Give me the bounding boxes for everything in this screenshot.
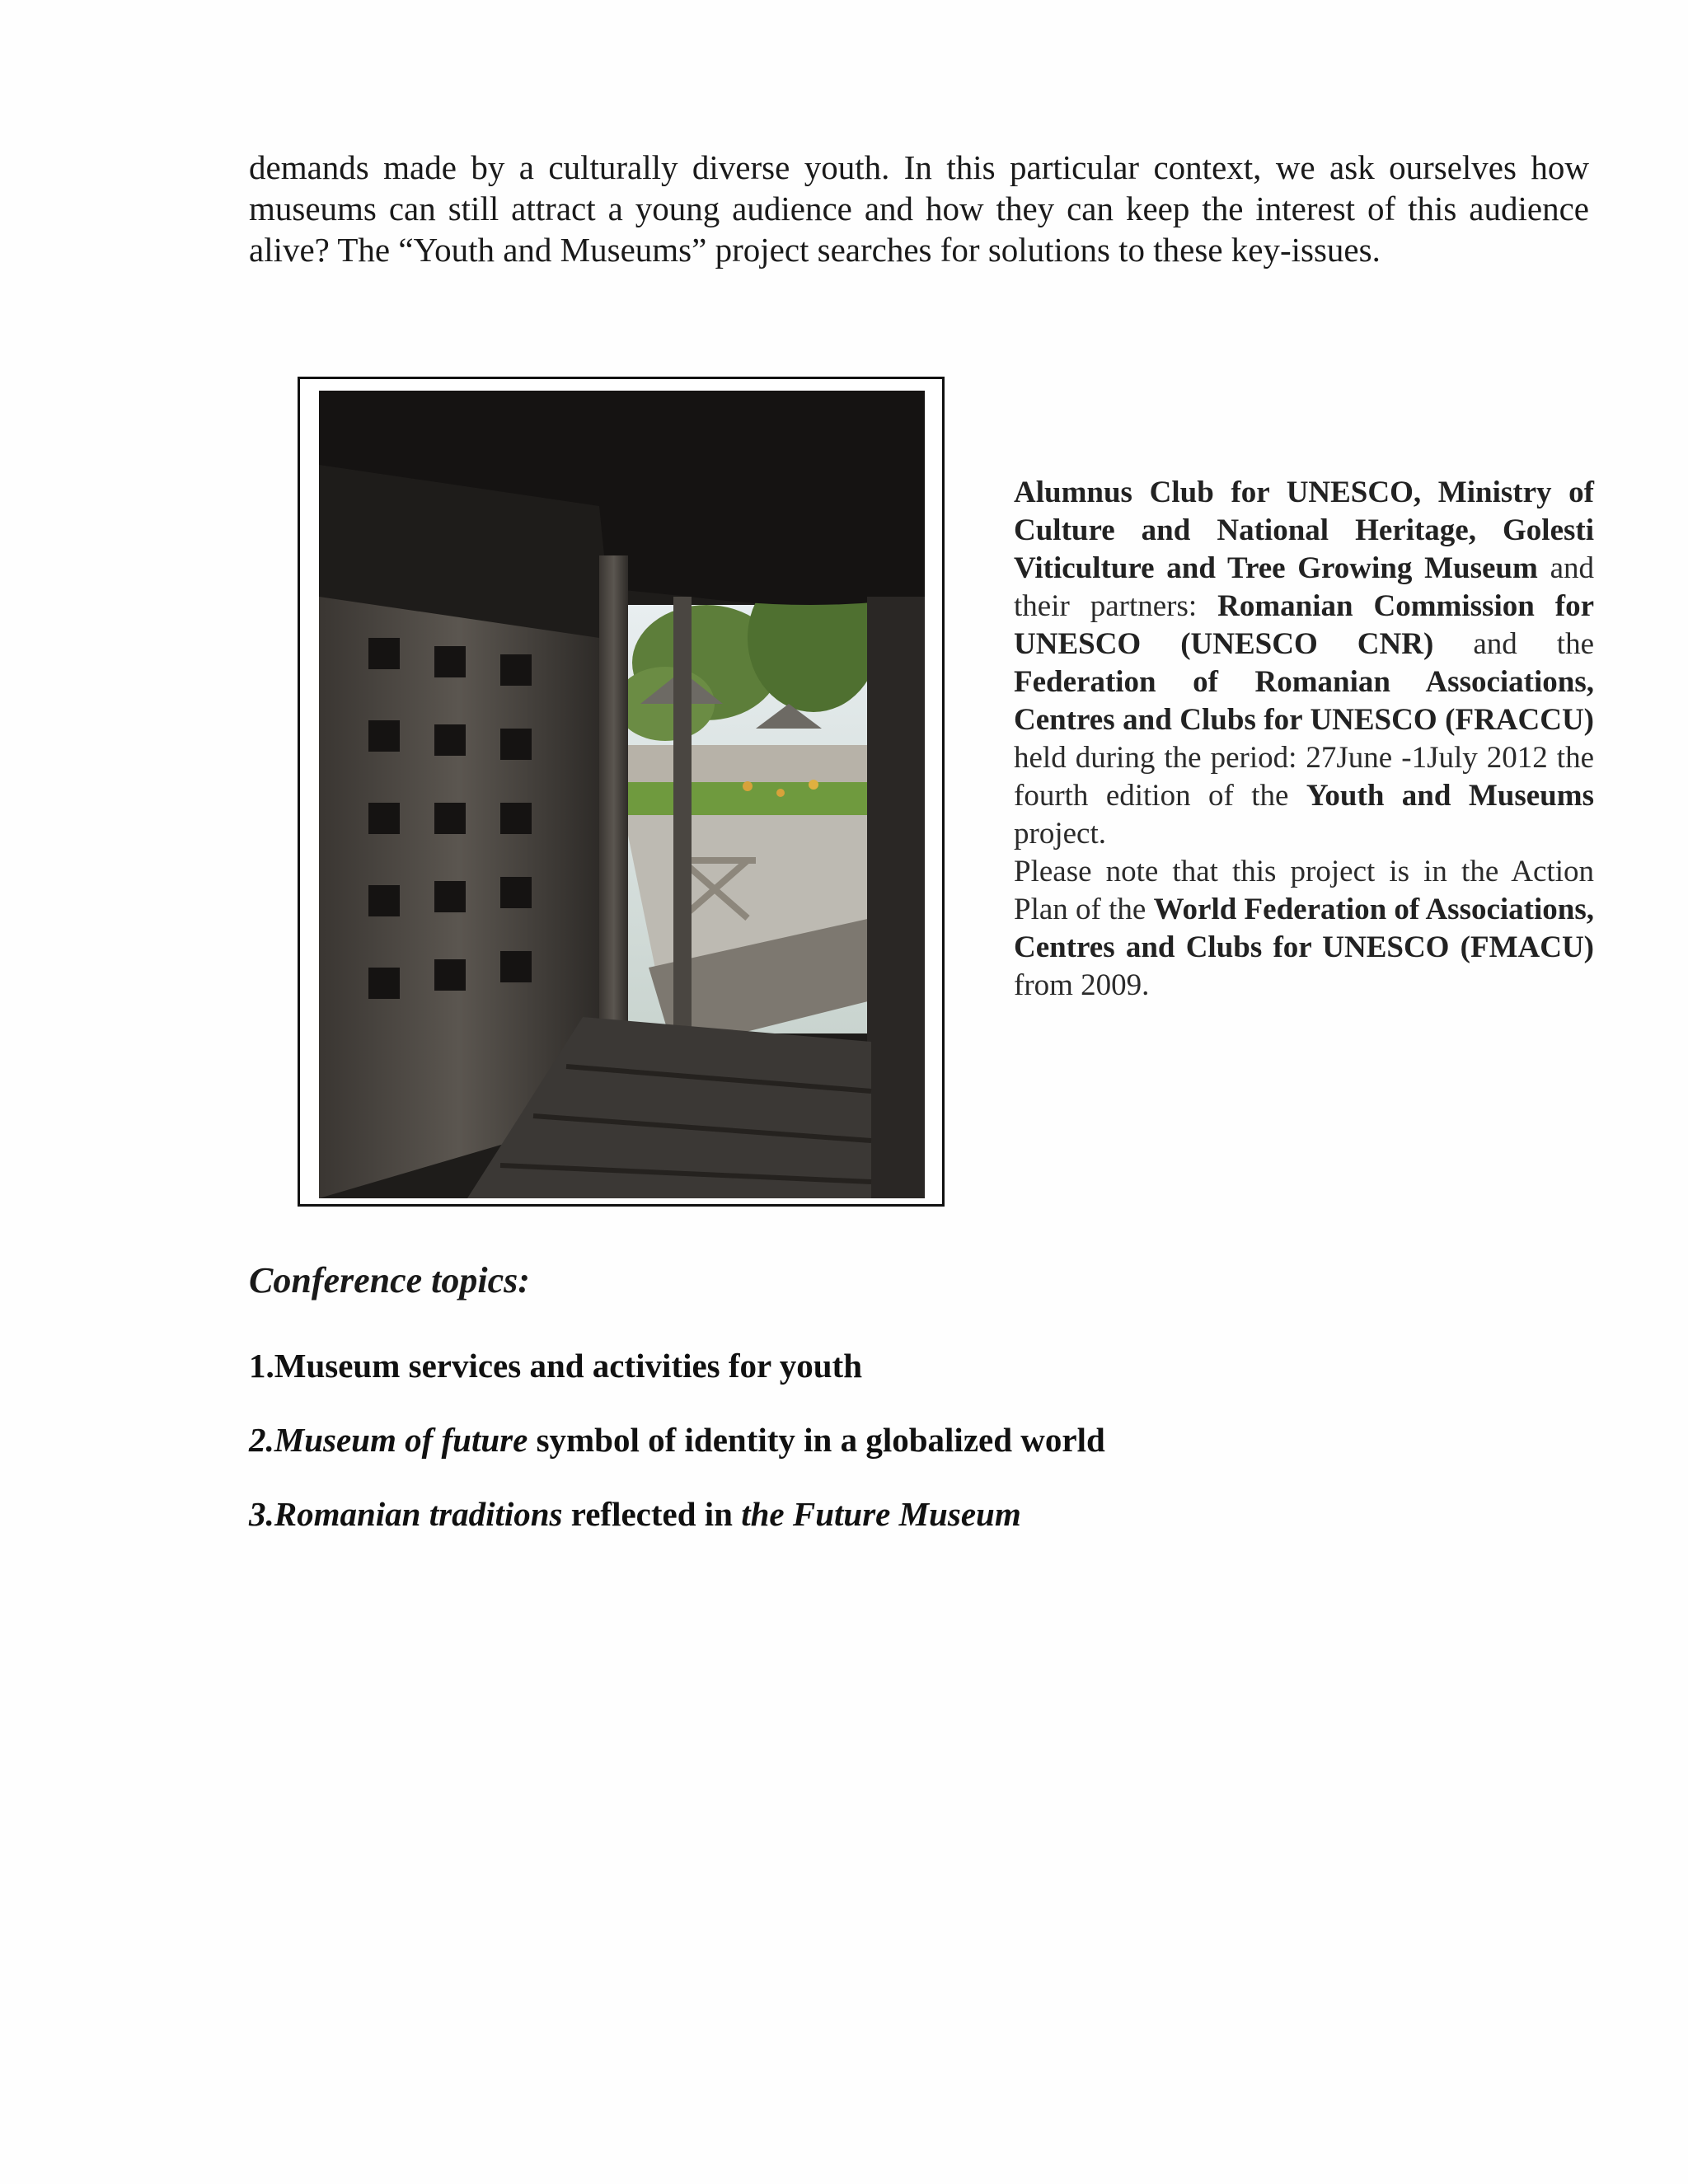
- project-description: [1014, 474, 1594, 1005]
- action-plan-note: Please note that this project is in the Action Plan of the World Federation of Associations, Centres and Clubs for UNESCO (FMACU) from 2009.: [1014, 855, 1595, 1002]
- partners-paragraph: Alumnus Club for UNESCO, Ministry of Culture and National Heritage, Golesti Viticulture and Tree Growing Museum and their partners: Romanian Commission for UNESCO (UNESCO CNR) and the Federation of Romanian Associations, Centres and Clubs for UNESCO (FRACCU) held during the period: 27June -1July 2012 the fourth edition of the Youth and Museums project.: [1014, 476, 1595, 851]
- topic-3: 3.Romanian traditions reflected in the Future Museum: [249, 1495, 1021, 1533]
- conference-topics-heading: Conference topics:: [249, 1260, 530, 1301]
- topic-1: 1.Museum services and activities for youth: [249, 1347, 863, 1385]
- topic-2: 2.Museum of future symbol of identity in a globalized world: [249, 1421, 1105, 1459]
- photo-frame: [298, 377, 945, 1207]
- project-name: Youth and Museums: [1306, 779, 1594, 813]
- wooden-gate-icon: [319, 391, 925, 1198]
- organizers-text: Alumnus Club for UNESCO, Ministry of Culture and National Heritage, Golesti Viticulture and Tree Growing Museum: [1014, 476, 1594, 585]
- intro-paragraph: demands made by a culturally diverse youth. In this particular context, we ask ourselves how museums can still attract a young audience and how they can keep the interest of this audience alive? The “Youth and Museums” project searches for solutions to these key-issues.: [249, 148, 1589, 269]
